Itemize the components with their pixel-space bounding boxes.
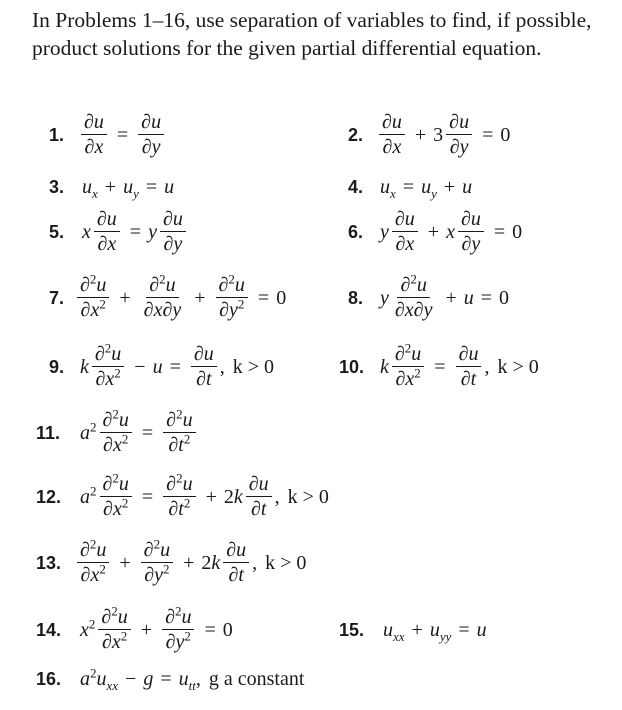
- equation-13: $\frac{\partial^2u}{\partial x^2}$ + $\frac{\partial^2u}{\partial y^2}$ + 2k $\frac{\partial u}{\partial t}$ , k > 0: [74, 539, 306, 586]
- equation-15: $u_{xx}$ + $u_{yy}$ = u: [383, 619, 487, 644]
- problem-number: 14.: [36, 620, 62, 640]
- problem-number: 3.: [49, 177, 65, 197]
- problem-number: 15.: [339, 620, 365, 640]
- problem-number: 7.: [49, 288, 65, 308]
- problem-number: 8.: [348, 288, 364, 308]
- problem-number: 16.: [36, 669, 62, 689]
- problem-number: 4.: [348, 177, 364, 197]
- problem-number: 9.: [49, 357, 65, 377]
- problem-number: 10.: [339, 357, 365, 377]
- instructions-paragraph: In Problems 1–16, use separation of variables to find, if possible, product solutions for the given partial differential equation.: [32, 8, 592, 60]
- equation-5: x $\frac{\partial u}{\partial x}$ = y $\frac{\partial u}{\partial y}$: [82, 208, 189, 255]
- equation-3: $u_x$ + $u_y$ = u: [82, 176, 175, 201]
- problem-number: 11.: [36, 423, 61, 443]
- equation-9: k $\frac{\partial^2u}{\partial x^2}$ − u = $\frac{\partial u}{\partial t}$ , k > 0: [80, 340, 275, 390]
- problem-number: 2.: [348, 125, 364, 145]
- problem-number: 12.: [36, 487, 62, 507]
- equation-8: y $\frac{\partial^2u}{\partial x\partial y}$ + u = 0: [380, 271, 510, 321]
- equation-16: $a^2u_{xx}$ − g = $u_{tt}$, g a constant: [80, 665, 305, 693]
- equation-7: $\frac{\partial^2u}{\partial x^2}$ + $\frac{\partial^2u}{\partial x\partial y}$ + $\frac{\partial^2u}{\partial y^2}$ = 0: [74, 274, 286, 321]
- problem-number: 5.: [49, 222, 65, 242]
- equation-6: y $\frac{\partial u}{\partial x}$ + x $\frac{\partial u}{\partial y}$ = 0: [380, 208, 523, 255]
- equation-12: $a^2$ $\frac{\partial^2u}{\partial x^2}$ = $\frac{\partial^2u}{\partial t^2}$ + 2k $\frac{\partial u}{\partial t}$ , k > 0: [80, 470, 329, 520]
- problem-number: 1.: [49, 125, 65, 145]
- equation-1: $\frac{\partial u}{\partial x}$ = $\frac{\partial u}{\partial y}$: [78, 111, 167, 158]
- equation-11: $a^2$ $\frac{\partial^2u}{\partial x^2}$ = $\frac{\partial^2u}{\partial t^2}$: [80, 409, 199, 456]
- equation-14: $x^2$ $\frac{\partial^2u}{\partial x^2}$ + $\frac{\partial^2u}{\partial y^2}$ = 0: [80, 603, 233, 653]
- constant-note: g a constant: [208, 668, 305, 690]
- problem-number: 13.: [36, 553, 62, 573]
- problem-number: 6.: [348, 222, 364, 242]
- equation-2: $\frac{\partial u}{\partial x}$ + 3 $\frac{\partial u}{\partial y}$ = 0: [376, 111, 510, 158]
- equation-4: $u_x$ = $u_y$ + u: [380, 176, 473, 201]
- equation-10: k $\frac{\partial^2u}{\partial x^2}$ = $\frac{\partial u}{\partial t}$ , k > 0: [380, 340, 539, 390]
